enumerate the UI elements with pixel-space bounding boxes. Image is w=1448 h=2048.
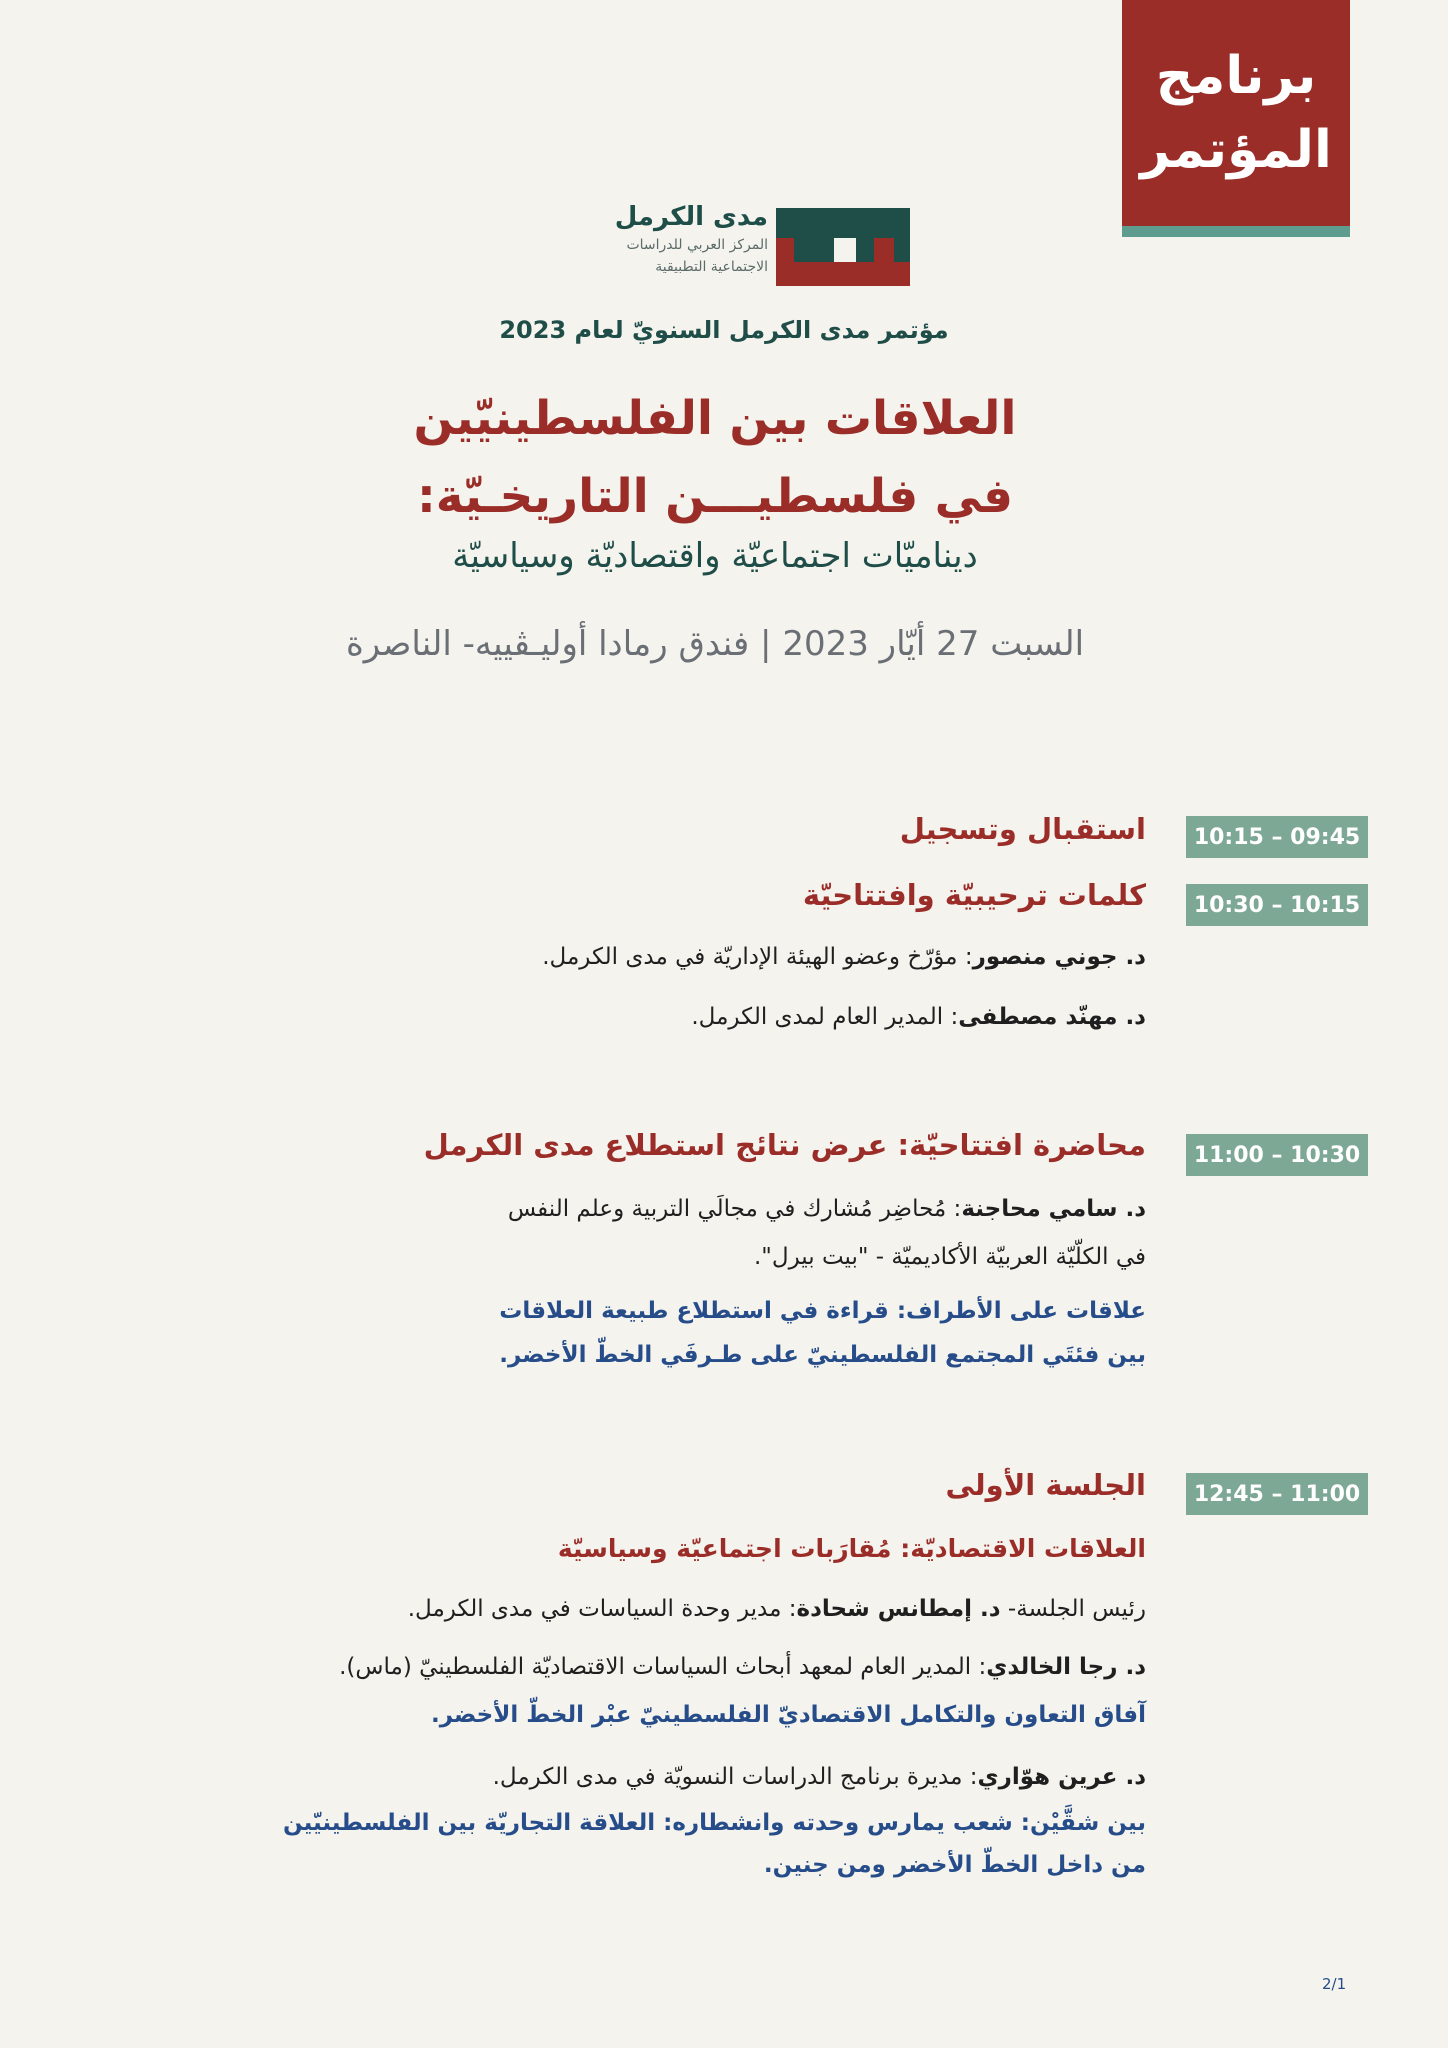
speaker-name: د. سامي محاجنة [961,1196,1146,1222]
title-line2: في فلسطيـــن التاريخـيّة: [416,469,1013,524]
talk-topic: آفاق التعاون والتكامل الاقتصاديّ الفلسطينيّ عبْر الخطّ الأخضر. [430,1702,1146,1728]
time-badge: 10:15 – 09:45 [1186,816,1368,858]
speaker-role: : مديرة برنامج الدراسات النسويّة في مدى الكرمل. [492,1764,978,1790]
session-title: الجلسة الأولى [945,1468,1146,1502]
badge-line1: برنامج [1155,46,1317,106]
chair-name: د. إمطانس شحادة [796,1596,1001,1622]
time-badge: 12:45 – 11:00 [1186,1473,1368,1515]
date-venue: السبت 27 أيّار 2023 | فندق رمادا أوليـڤييه- الناصرة [345,624,1085,664]
talk-topic: بين فئتَي المجتمع الفلسطينيّ على طـرفَي الخطّ الأخضر. [499,1342,1146,1368]
speaker-role-cont: في الكلّيّة العربيّة الأكاديميّة - "بيت بيرل". [754,1244,1146,1270]
speaker-role: : مُحاضِر مُشارك في مجالَي التربية وعلم النفس [507,1196,962,1222]
session-subtitle: العلاقات الاقتصاديّة: مُقارَبات اجتماعيّة وسياسيّة [557,1534,1146,1563]
time-badge: 11:00 – 10:30 [1186,1134,1368,1176]
conference-name: مؤتمر مدى الكرمل السنويّ لعام 2023 [499,316,949,344]
title-line1: العلاقات بين الفلسطينيّين [413,391,1017,446]
page-number: 2/1 [1322,1975,1347,1993]
time-badge: 10:30 – 10:15 [1186,884,1368,926]
logo-text [528,200,768,278]
speaker-role: : المدير العام لمدى الكرمل. [691,1004,959,1030]
chair-label: رئيس الجلسة- [1000,1596,1146,1622]
talk-topic: من داخل الخطّ الأخضر ومن جنين. [763,1852,1146,1878]
subtitle: ديناميّات اجتماعيّة واقتصاديّة وسياسيّة [452,536,978,576]
speaker-line [493,1764,1146,1790]
speaker-name: د. مهنّد مصطفى [958,1004,1146,1030]
talk-topic: بين شقَّيْن: شعب يمارس وحدته وانشطاره: العلاقة التجاريّة بين الفلسطينيّين [282,1810,1146,1836]
logo-sub1: المركز العربي للدراسات [626,237,768,253]
mada-logo-icon [776,208,910,286]
logo-sub2: الاجتماعية التطبيقية [655,259,768,275]
speaker-name: د. جوني منصور [972,944,1146,970]
logo-name: مدى الكرمل [614,202,768,232]
speaker-line [542,944,1146,970]
speaker-line [339,1654,1146,1680]
speaker-name: د. رجا الخالدي [986,1654,1146,1680]
session-title: استقبال وتسجيل [899,812,1146,846]
badge-line2: المؤتمر [1140,120,1332,180]
main-title [0,380,1430,536]
session-title: محاضرة افتتاحيّة: عرض نتائج استطلاع مدى الكرمل [423,1128,1146,1162]
program-badge [1122,0,1350,226]
chair-role: : مدير وحدة السياسات في مدى الكرمل. [407,1596,797,1622]
speaker-role: : مؤرّخ وعضو الهيئة الإداريّة في مدى الكرمل. [542,944,973,970]
speaker-line [691,1004,1146,1030]
chair-line [408,1596,1146,1622]
speaker-line [508,1196,1146,1222]
session-title: كلمات ترحيبيّة وافتتاحيّة [802,878,1146,912]
speaker-name: د. عرين هوّاري [977,1764,1146,1790]
badge-stripe [1122,226,1350,237]
speaker-role: : المدير العام لمعهد أبحاث السياسات الاقتصاديّة الفلسطينيّ (ماس). [339,1654,987,1680]
talk-topic: علاقات على الأطراف: قراءة في استطلاع طبيعة العلاقات [499,1298,1146,1324]
